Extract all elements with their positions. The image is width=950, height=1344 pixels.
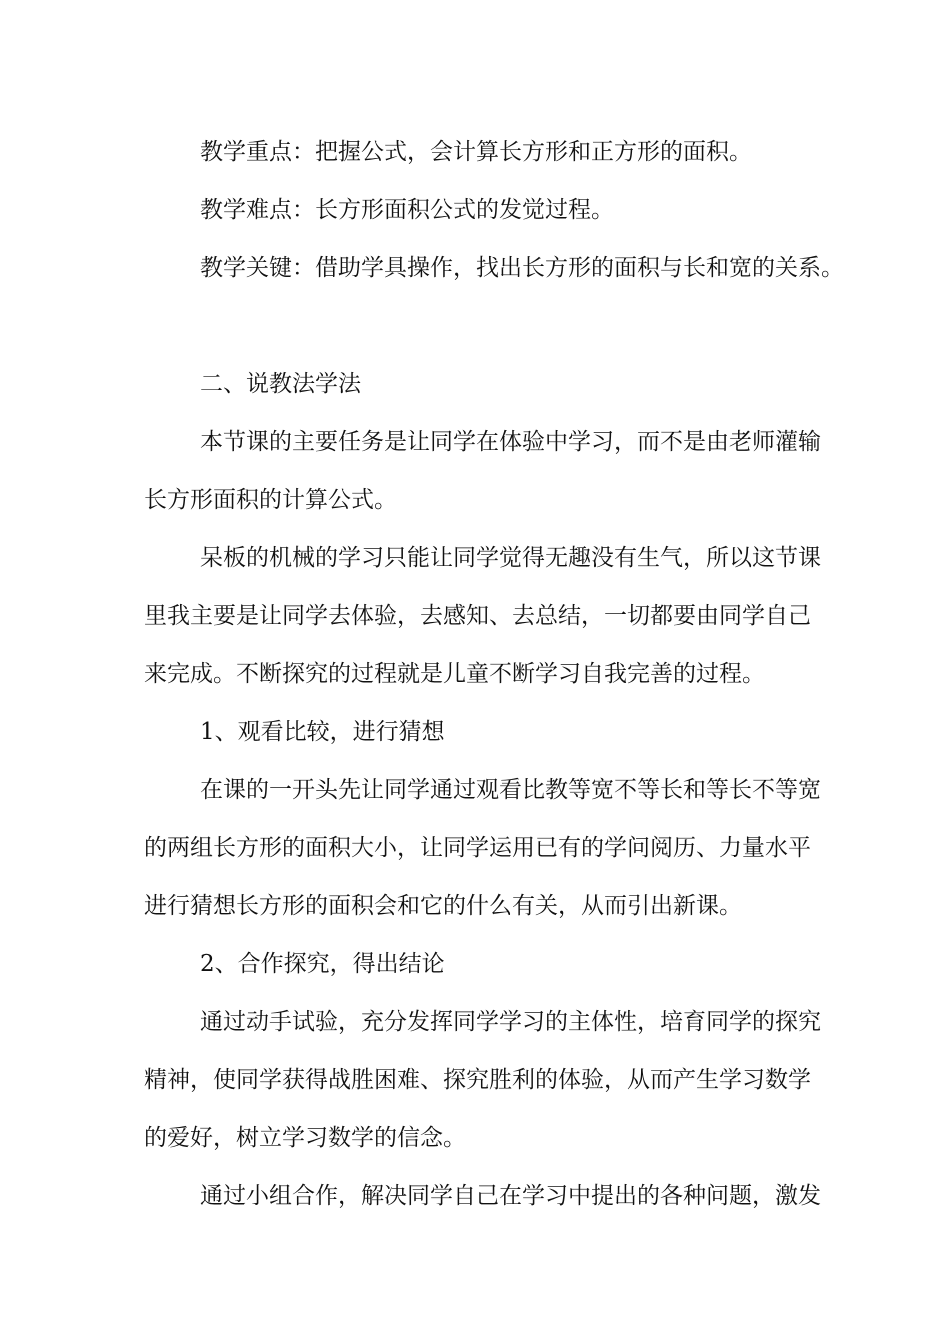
- text-line: 教学难点：长方形面积公式的发觉过程。: [200, 197, 614, 223]
- text-line: 的爱好，树立学习数学的信念。: [144, 1125, 466, 1151]
- text-line: 通过小组合作，解决同学自己在学习中提出的各种问题，激发: [200, 1183, 821, 1209]
- text-line: 呆板的机械的学习只能让同学觉得无趣没有生气，所以这节课: [200, 545, 821, 571]
- subsection-heading: 1、观看比较，进行猜想: [200, 719, 445, 745]
- text-line: 在课的一开头先让同学通过观看比教等宽不等长和等长不等宽: [200, 777, 821, 803]
- text-line: 的两组长方形的面积大小，让同学运用已有的学问阅历、力量水平: [144, 835, 811, 861]
- subsection-heading: 2、合作探究，得出结论: [200, 951, 445, 977]
- text-line: 教学关键：借助学具操作，找出长方形的面积与长和宽的关系。: [200, 255, 844, 281]
- text-line: 进行猜想长方形的面积会和它的什么有关，从而引出新课。: [144, 893, 742, 919]
- text-line: 通过动手试验，充分发挥同学学习的主体性，培育同学的探究: [200, 1009, 821, 1035]
- text-line: 长方形面积的计算公式。: [144, 487, 397, 513]
- text-line: 里我主要是让同学去体验，去感知、去总结，一切都要由同学自己: [144, 603, 811, 629]
- text-line: 本节课的主要任务是让同学在体验中学习，而不是由老师灌输: [200, 429, 821, 455]
- text-line: 精神，使同学获得战胜困难、探究胜利的体验，从而产生学习数学: [144, 1067, 811, 1093]
- text-line: 教学重点：把握公式，会计算长方形和正方形的面积。: [200, 139, 752, 165]
- text-line: 来完成。不断探究的过程就是儿童不断学习自我完善的过程。: [144, 661, 765, 687]
- section-heading: 二、说教法学法: [200, 371, 361, 397]
